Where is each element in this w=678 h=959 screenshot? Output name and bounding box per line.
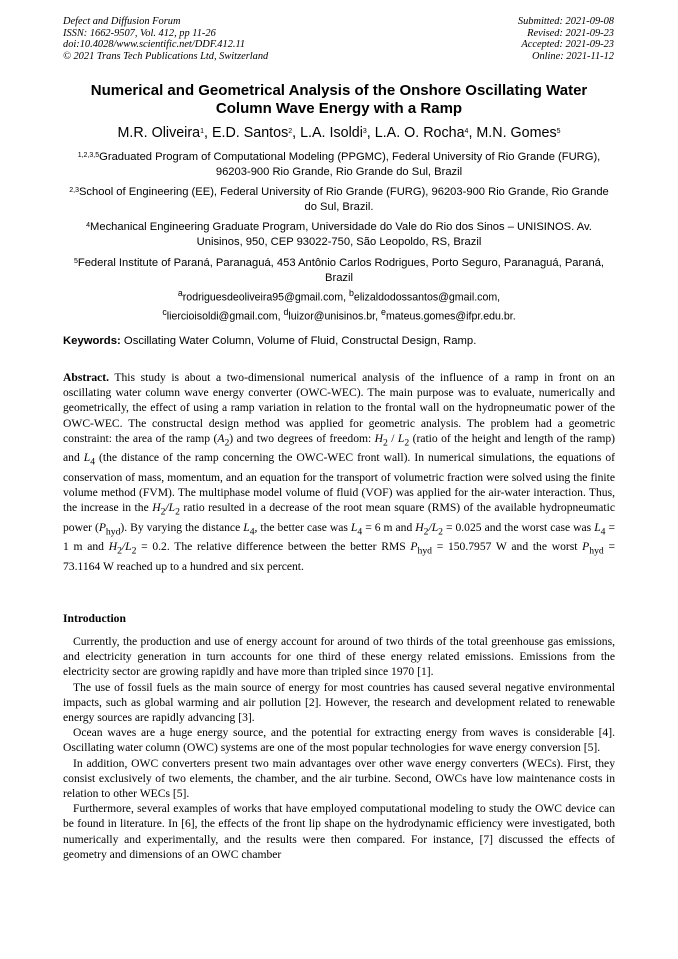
abstract-text: , the better case was (254, 520, 351, 534)
math-sub: 2 (131, 545, 137, 557)
abstract-text: (ratio of the height and length of the ramp) and (63, 431, 616, 465)
math-var: P (582, 540, 590, 554)
affiliation (63, 185, 615, 214)
email-sup: a (177, 288, 183, 298)
math-var: /L (428, 520, 439, 534)
affiliation-sup: 4 (86, 222, 91, 229)
email-sup: e (381, 306, 386, 317)
abstract-text: (the distance of the ramp concerning the OWC-WEC front wall). In numerical simulations, the equations of conservation of mass, momentum, and an equation for the transport of volumetric fraction were solved using the finite volume method (FVM). The multiphase model volume of fluid (VOF) was applied for the air-water interaction. Thus, the increase in the (63, 451, 615, 515)
abstract-text: = 6 m and (362, 520, 416, 534)
email-sup: d (283, 306, 289, 317)
email-link[interactable]: luizor@unisinos.br (288, 310, 376, 323)
affiliation-sup: 2,3 (69, 187, 79, 194)
abstract-text: = 150.7957 W and the worst (432, 540, 583, 554)
submitted-date: Submitted: 2021-09-08 (517, 16, 614, 27)
affiliation (63, 256, 615, 285)
keywords (63, 334, 615, 348)
accepted-date: Accepted: 2021-09-23 (521, 39, 614, 50)
math-var: L (350, 520, 358, 534)
abstract-label: Abstract. (63, 371, 110, 384)
affiliation-text: School of Engineering (EE), Federal University of Rio Grande (FURG), 96203-900 Rio Grande, Rio Grande do Sul, Brazil. (78, 186, 609, 213)
introduction-body (63, 634, 615, 862)
author-sup: 2 (288, 128, 293, 135)
dates-info (518, 16, 614, 62)
paragraph: Ocean waves are a huge energy source, and the potential for extracting energy from waves is considerable [4]. Oscillating water column (OWC) systems are one of the most popular technologies for wave energy conversion [5]. (63, 726, 615, 755)
abstract-text: = 73.1164 W reached up to a hundred and six percent. (63, 540, 615, 573)
affiliation (63, 220, 615, 249)
math-sub: 2 (438, 526, 443, 538)
author-name: L.A. Isoldi (300, 125, 363, 141)
math-sub: 4 (249, 526, 255, 538)
math-sub: 2 (160, 506, 166, 518)
math-var: H (374, 431, 384, 445)
math-sub: 4 (357, 526, 363, 538)
keywords-label: Keywords: (63, 335, 121, 347)
section-heading-introduction: Introduction (63, 612, 126, 625)
math-sub: 2 (224, 437, 230, 449)
email-link[interactable]: mateus.gomes@ifpr.edu.br. (385, 310, 516, 323)
journal-info (63, 16, 268, 62)
math-var: H (152, 501, 161, 515)
math-sub: 2 (423, 526, 429, 538)
author-name: M.N. Gomes (476, 125, 557, 141)
copyright-line: © 2021 Trans Tech Publications Ltd, Switzerland (63, 50, 269, 62)
email-line: $^c$liercioisoldi@gmail.com, $^d$luizor@unisinos.br, $^e$mateus.gomes@ifpr.edu.br. (162, 306, 516, 323)
author-name: M.R. Oliveira (117, 125, 201, 141)
email-sup: c (162, 306, 167, 317)
journal-name: Defect and Diffusion Forum (63, 16, 181, 27)
math-sub: hyd (589, 545, 604, 557)
affiliation-sup: 5 (73, 258, 78, 265)
abstract-text: = 0.025 and the worst case was (442, 520, 595, 534)
email-list (63, 286, 615, 323)
math-var: L (594, 520, 601, 534)
math-sub: 2 (404, 437, 410, 449)
abstract-text: This study is about a two-dimensional numerical analysis of the influence of a ramp in front on an oscillating water column wave energy converter (OWC-WEC). The main purpose was to evaluate, numerically and geometrically, the effect of using a ramp variation in relation to the frontal wall on the hydropneumatic power of the OWC-WEC. The constructal design method was applied for geometric analysis. The problem had a geometric constraint: the area of the ramp ( (63, 371, 615, 445)
math-sub: 2 (117, 545, 122, 557)
math-sub: 4 (90, 456, 96, 468)
abstract (63, 370, 615, 574)
author-sup: 4 (464, 128, 469, 135)
abstract-text: ratio resulted in a decrease of the root mean square (RMS) of the available hydropneumatic power ( (63, 501, 615, 534)
author-sup: 5 (556, 128, 561, 135)
affiliation-text: Federal Institute of Paraná, Paranaguá, 453 Antônio Carlos Rodrigues, Porto Seguro, Paranaguá, Paraná, Brazil (77, 257, 605, 284)
author-sup: 3 (362, 128, 367, 135)
abstract-text: / (387, 431, 398, 445)
abstract-text: = 0.2. The relative difference between the better RMS (136, 540, 411, 554)
author-list: M.R. Oliveira$^1$, E.D. Santos$^2$, L.A. Isoldi$^3$, L.A. O. Rocha$^4$, M.N. Gomes$^5$ (117, 125, 561, 141)
paragraph: Currently, the production and use of energy account for around of two thirds of the total greenhouse gas emissions, and electricity generation in turn accounts for one third of these energy related emissions. Emissions from the electricity sector are growing rapidly and have more than tripled since 1970 [1]. (63, 635, 615, 679)
math-sub: 4 (600, 526, 606, 538)
email-link[interactable]: rodriguesdeoliveira95@gmail.com (182, 291, 344, 304)
math-var: /L (121, 540, 132, 554)
revised-date: Revised: 2021-09-23 (527, 27, 614, 39)
issn-line: ISSN: 1662-9507, Vol. 412, pp 11-26 (63, 27, 216, 39)
email-sup: b (349, 288, 354, 298)
paragraph: Furthermore, several examples of works that have employed computational modeling to study the OWC device can be found in literature. In [6], the effects of the front lip shape on the hydrodynamic efficiency were investigated, both numerically and experimentally, and the results were then compared. For instance, [7] discussed the effects of geometry and dimensions of an OWC chamber (63, 802, 615, 861)
doi-line[interactable]: doi:10.4028/www.scientific.net/DDF.412.11 (63, 39, 246, 50)
email-link[interactable]: elizaldodossantos@gmail.com (353, 291, 498, 304)
math-var: /L (165, 501, 176, 515)
affiliation-sup: 1,2,3,5 (77, 152, 100, 159)
email-link[interactable]: liercioisoldi@gmail.com (166, 310, 278, 323)
math-sub: 2 (383, 437, 388, 449)
abstract-text: ) and two degrees of freedom: (229, 431, 375, 445)
math-var: P (98, 520, 106, 534)
abstract-text: ). By varying the distance (120, 520, 244, 534)
keywords-text: Oscillating Water Column, Volume of Fluid, Constructal Design, Ramp. (123, 335, 477, 347)
math-var: L (243, 520, 250, 534)
author-name: L.A. O. Rocha (374, 125, 465, 141)
math-var: A (217, 431, 225, 445)
math-sub: hyd (105, 526, 121, 538)
online-date: Online: 2021-11-12 (531, 50, 614, 62)
math-var: L (83, 451, 91, 465)
email-line: $^a$rodriguesdeoliveira95@gmail.com, $^b$elizaldodossantos@gmail.com, (177, 288, 501, 304)
author-sup: 1 (200, 128, 204, 135)
math-var: H (415, 520, 424, 534)
author-name: E.D. Santos (211, 125, 289, 141)
affiliation (63, 150, 615, 179)
paragraph: The use of fossil fuels as the main source of energy for most countries has caused several negative environmental impacts, such as global warming and air pollution [2]. However, the research and development related to renewable energy sources are rapidly advancing [3]. (63, 680, 615, 725)
math-var: H (108, 540, 118, 554)
math-var: P (410, 540, 418, 554)
abstract-text: = 1 m and (63, 520, 615, 554)
paper-title: Numerical and Geometrical Analysis of the Onshore Oscillating Water Column Wave Energy with a Ramp (90, 82, 588, 117)
math-var: L (397, 431, 405, 445)
math-sub: 2 (175, 506, 180, 518)
affiliation-text: Graduated Program of Computational Modeling (PPGMC), Federal University of Rio Grande (FURG), 96203-900 Rio Grande, Rio Grande do Sul, Brazil (99, 151, 601, 178)
affiliation-text: Mechanical Engineering Graduate Program, Universidade do Vale do Rio dos Sinos – UNISINOS. Av. Unisinos, 950, CEP 93022-750, São Leopoldo, RS, Brazil (90, 221, 592, 248)
paragraph: In addition, OWC converters present two main advantages over other wave energy converters (WECs). First, they consist exclusively of two elements, the chamber, and the air turbine. Second, OWCs have low maintenance costs in relation to other WECs [5]. (63, 756, 615, 801)
math-sub: hyd (417, 545, 432, 557)
